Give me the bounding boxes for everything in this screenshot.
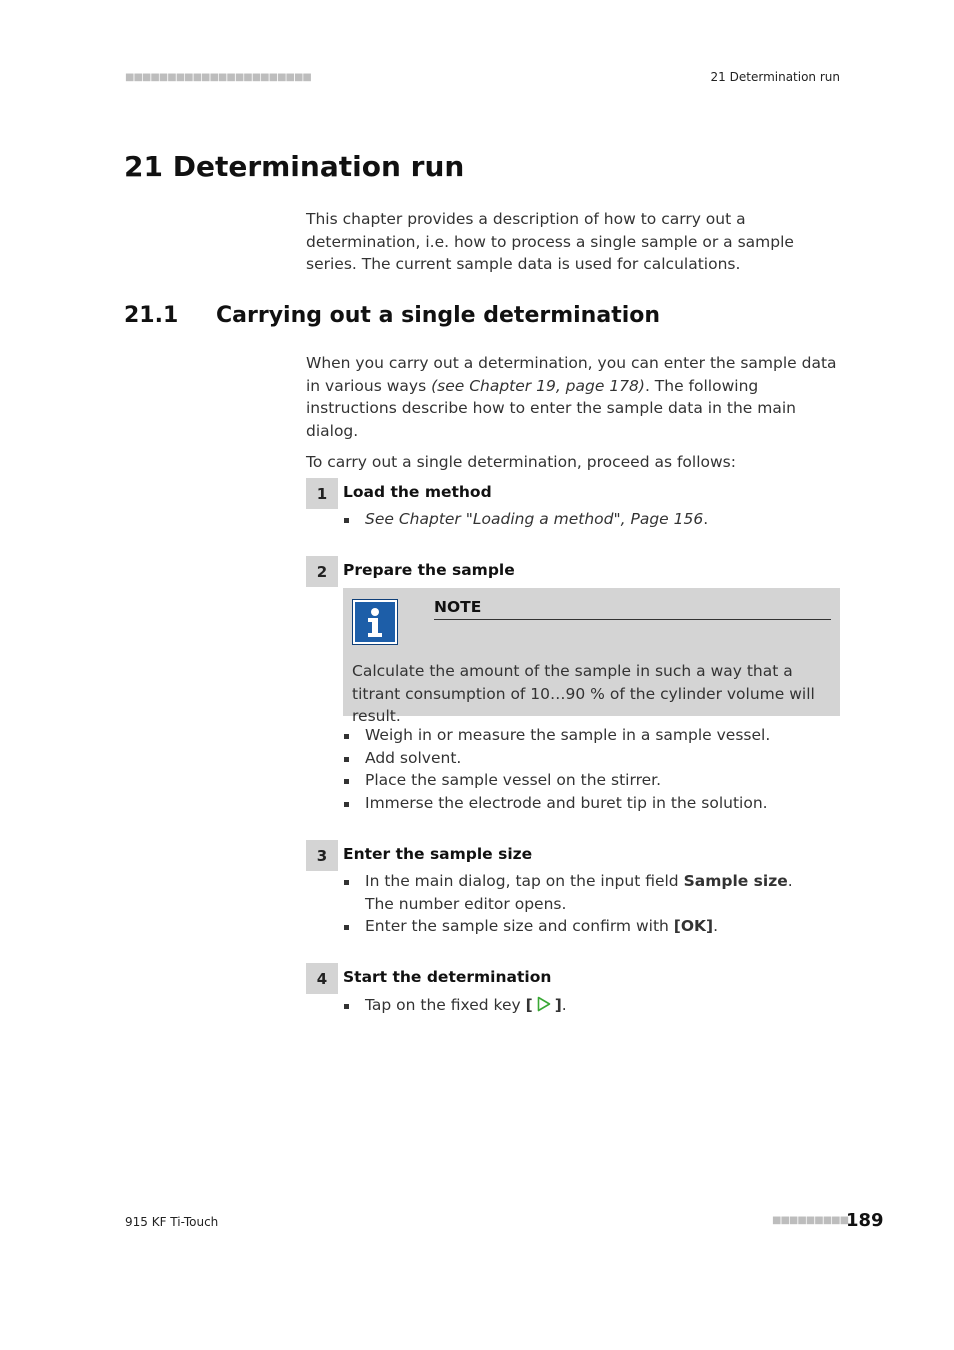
step-2-bullets <box>343 724 770 814</box>
para-text: . The following instructions describe how to enter the sample data in the main dialog. <box>306 376 796 440</box>
text: The number editor opens. <box>365 894 567 913</box>
page-number: 189 <box>846 1210 884 1231</box>
ok-key-label: [OK] <box>673 917 714 935</box>
info-icon <box>352 599 398 645</box>
list-item <box>343 994 567 1019</box>
chapter-reference-link[interactable]: (see Chapter 19, page 178) <box>431 376 645 395</box>
list-item <box>343 870 793 915</box>
list-item: Add solvent. <box>343 747 770 770</box>
step-3-bullets <box>343 870 793 938</box>
chapter-intro-text: This chapter provides a description of how to carry out a determination, i.e. how to process a single sample or a sample series. The current sample data is used for calculations. <box>306 210 794 273</box>
footer-product: 915 KF Ti-Touch <box>125 1215 219 1229</box>
header-decoration: ■■■■■■■■■■■■■■■■■■■■■■ <box>125 72 311 83</box>
section-title: Carrying out a single determination <box>216 303 661 328</box>
step-number: 3 <box>306 840 338 871</box>
bracket: ] <box>554 996 562 1014</box>
list-item: Weigh in or measure the sample in a sample vessel. <box>343 724 770 747</box>
sample-size-field-label: Sample size <box>683 872 788 890</box>
text: Enter the sample size and confirm with <box>365 917 674 935</box>
step-title: Enter the sample size <box>343 845 533 863</box>
section-intro <box>306 352 840 474</box>
punctuation: . <box>561 996 567 1014</box>
note-body: Calculate the amount of the sample in such a way that a titrant consumption of 10…90 % of the cylinder volume will result. <box>352 662 815 725</box>
list-item: Place the sample vessel on the stirrer. <box>343 769 770 792</box>
note-title: NOTE <box>434 598 831 620</box>
footer-decoration: ■■■■■■■■■ <box>772 1215 849 1226</box>
section-number: 21.1 <box>124 303 179 328</box>
loading-method-reference-link[interactable]: See Chapter "Loading a method", Page 156 <box>365 510 704 528</box>
punctuation: . <box>787 872 793 890</box>
running-title: 21 Determination run <box>710 70 840 84</box>
section-para-2: To carry out a single determination, proceed as follows: <box>306 453 736 471</box>
step-1-bullets <box>343 508 708 531</box>
text: In the main dialog, tap on the input field <box>365 872 684 890</box>
step-title: Prepare the sample <box>343 561 515 579</box>
chapter-title: 21 Determination run <box>124 150 465 183</box>
step-title: Start the determination <box>343 968 552 986</box>
list-item: Immerse the electrode and buret tip in the solution. <box>343 792 770 815</box>
step-4-bullets <box>343 994 567 1019</box>
punctuation: . <box>703 510 709 528</box>
note-box <box>343 588 840 725</box>
section-para-1 <box>306 352 840 442</box>
list-item <box>343 508 708 531</box>
bracket: [ <box>525 996 533 1014</box>
step-title: Load the method <box>343 483 492 501</box>
punctuation: . <box>713 917 719 935</box>
step-number: 2 <box>306 556 338 587</box>
section-heading <box>124 303 660 328</box>
para-text: When you carry out a determination, you can enter the sample data in various ways <box>306 354 837 395</box>
step-number: 4 <box>306 963 338 994</box>
text: Tap on the fixed key <box>365 996 526 1014</box>
chapter-intro <box>306 208 840 276</box>
play-triangle-icon <box>537 996 551 1019</box>
step-number: 1 <box>306 478 338 509</box>
list-item <box>343 915 793 938</box>
